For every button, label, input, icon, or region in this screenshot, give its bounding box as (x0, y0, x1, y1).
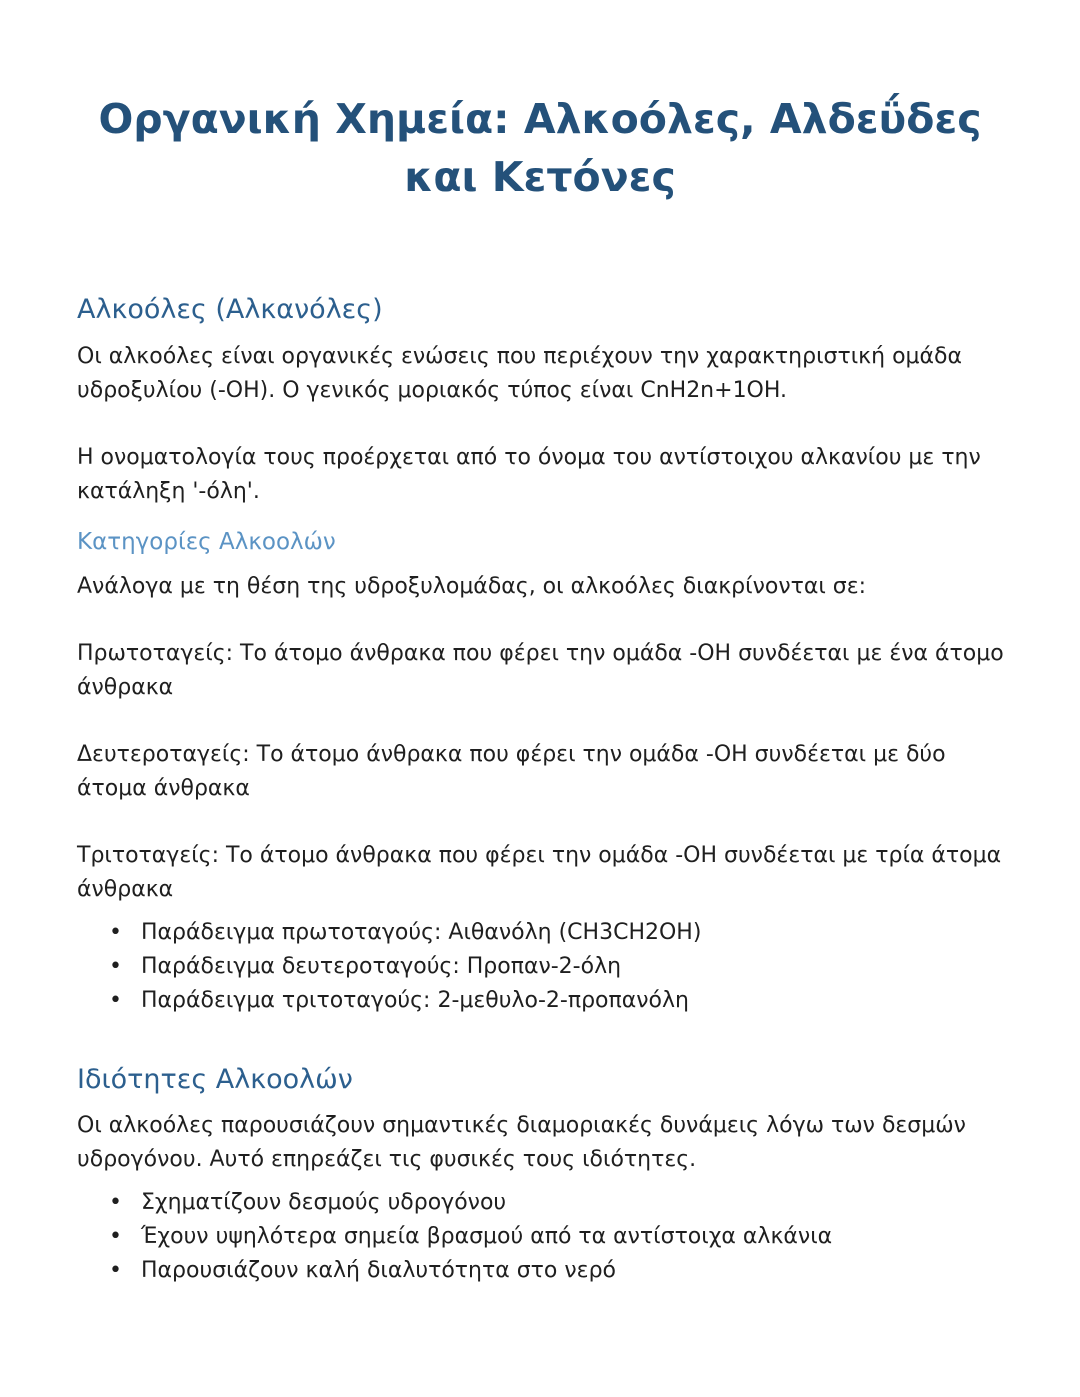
bullet-icon: • (109, 1224, 122, 1249)
paragraph-primary: Πρωτοταγείς: Το άτομο άνθρακα που φέρει την ομάδα -OH συνδέεται με ένα άτομο άνθρακα (77, 641, 1004, 700)
paragraph-secondary: Δευτεροταγείς: Το άτομο άνθρακα που φέρει την ομάδα -OH συνδέεται με δύο άτομα άνθρακα (77, 742, 946, 801)
paragraph-alcohols-naming: Η ονοματολογία τους προέρχεται από το όνομα του αντίστοιχου αλκανίου με την κατάληξη '-όλη'. (77, 445, 981, 504)
bullet-icon: • (109, 920, 122, 945)
paragraph-tertiary: Τριτοταγείς: Το άτομο άνθρακα που φέρει την ομάδα -OH συνδέεται με τρία άτομα άνθρακα (77, 843, 1002, 902)
list-item-text: Έχουν υψηλότερα σημεία βρασμού από τα αντίστοιχα αλκάνια (141, 1224, 833, 1249)
list-item-text: Σχηματίζουν δεσμούς υδρογόνου (141, 1190, 507, 1215)
subsection-heading-categories: Κατηγορίες Αλκοολών (77, 529, 336, 555)
section-heading-properties: Ιδιότητες Αλκοολών (77, 1064, 353, 1095)
list-item (77, 1254, 1012, 1288)
paragraph-alcohols-definition: Οι αλκοόλες είναι οργανικές ενώσεις που περιέχουν την χαρακτηριστική ομάδα υδροξυλίου (-OH). Ο γενικός μοριακός τύπος είναι CnH2n+1OH. (77, 344, 962, 403)
bullet-icon: • (109, 988, 122, 1013)
examples-list (77, 916, 1012, 1018)
paragraph-properties: Οι αλκοόλες παρουσιάζουν σημαντικές διαμοριακές δυνάμεις λόγω των δεσμών υδρογόνου. Αυτό επηρεάζει τις φυσικές τους ιδιότητες. (77, 1113, 966, 1172)
page-title: Οργανική Χημεία: Αλκοόλες, Αλδεΰδες και Κετόνες (98, 95, 982, 201)
list-item-text: Παρουσιάζουν καλή διαλυτότητα στο νερό (141, 1258, 616, 1283)
list-item-text: Παράδειγμα πρωτοταγούς: Αιθανόλη (CH3CH2OH) (141, 920, 702, 945)
bullet-icon: • (109, 1258, 122, 1283)
list-item (77, 1220, 1012, 1254)
list-item (77, 916, 1012, 950)
section-heading-alcohols: Αλκοόλες (Αλκανόλες) (77, 294, 383, 325)
paragraph-categories-intro: Ανάλογα με τη θέση της υδροξυλομάδας, οι αλκοόλες διακρίνονται σε: (77, 574, 867, 599)
list-item (77, 950, 1012, 984)
list-item (77, 984, 1012, 1018)
list-item-text: Παράδειγμα τριτοταγούς: 2-μεθυλο-2-προπανόλη (141, 988, 689, 1013)
bullet-icon: • (109, 1190, 122, 1215)
bullet-icon: • (109, 954, 122, 979)
list-item-text: Παράδειγμα δευτεροταγούς: Προπαν-2-όλη (141, 954, 622, 979)
list-item (77, 1186, 1012, 1220)
properties-list (77, 1186, 1012, 1288)
